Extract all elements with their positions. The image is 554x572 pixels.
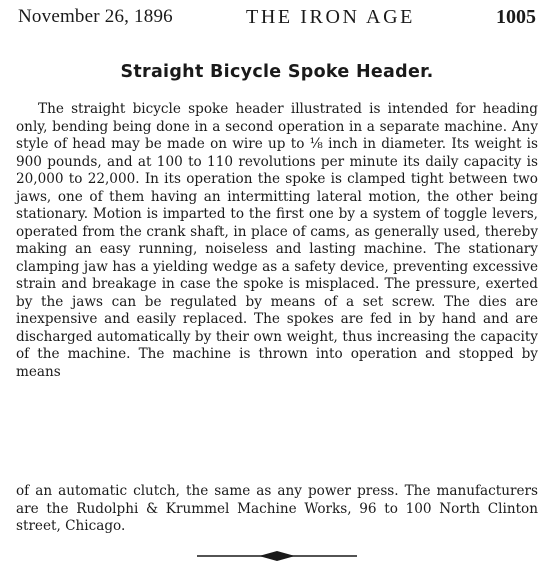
article-title: Straight Bicycle Spoke Header. <box>120 62 434 82</box>
article-paragraph: The straight bicycle spoke header illustrated is intended for heading only, bending being done in a second operation in a separate machine. Any style of head may be made on wire up to ⅛ inch in diameter. Its weight is 900 pounds, and at 100 to 110 revolutions per minute its daily capacity is 20,000 to 22,000. In its operation the spoke is clamped tight between two jaws, one of them having an intermitting lateral motion, the other being stationary. Motion is imparted to the first one by a system of toggle levers, operated from the crank shaft, in place of cams, as generally used, thereby making an easy running, noiseless and lasting machine. The stationary clamping jaw has a yielding wedge as a safety device, preventing excessive strain and breakage in case the spoke is misplaced. The pressure, exerted by the jaws can be regulated by means of a set screw. The dies are inexpensive and easily replaced. The spokes are fed in by hand and are discharged automatically by their own weight, thus increasing the capacity of the machine. The machine is thrown into operation and stopped by means <box>16 101 538 380</box>
running-head <box>18 6 536 34</box>
page-number: 1005 <box>496 6 536 28</box>
article-paragraph: of an automatic clutch, the same as any power press. The manufacturers are the Rudolphi & Krummel Machine Works, 96 to 100 North Clinton street, Chicago. <box>16 483 538 534</box>
issue-date: November 26, 1896 <box>18 6 173 27</box>
dash-diamond-rule-icon <box>195 550 359 562</box>
journal-title: THE IRON AGE <box>246 6 415 28</box>
